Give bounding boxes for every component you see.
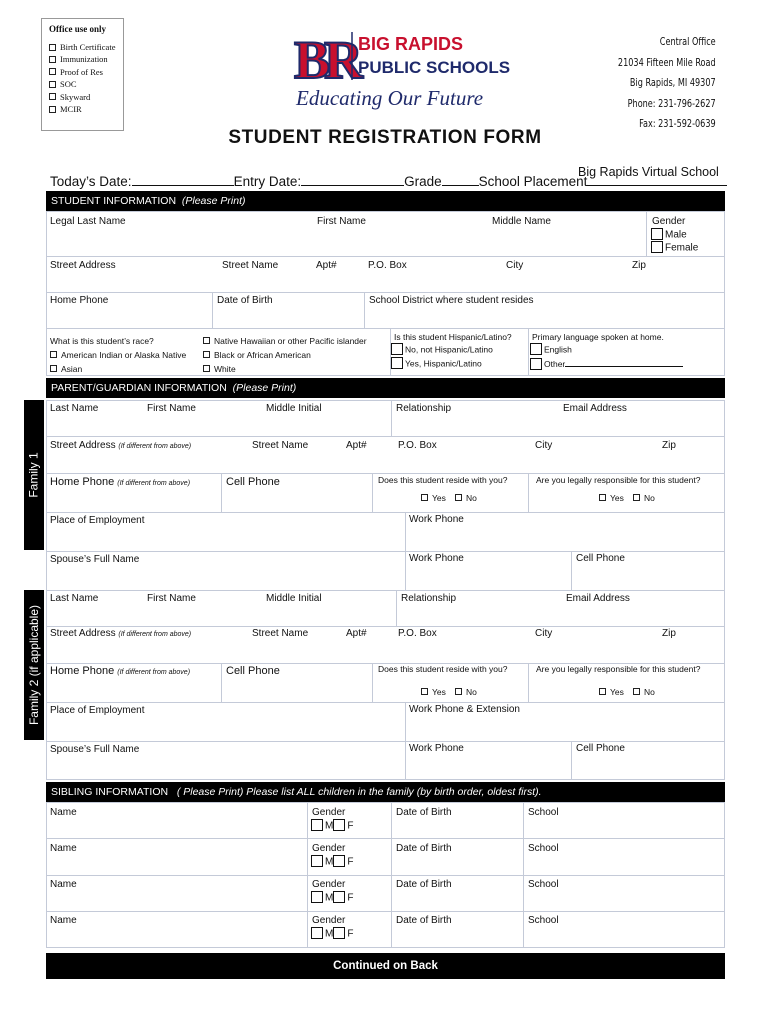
f1-reside-question: Does this student reside with you? xyxy=(378,475,508,485)
f2-last-name-field[interactable]: Last Name xyxy=(50,593,99,604)
checkbox-icon xyxy=(599,494,606,501)
f1-last-name-field[interactable]: Last Name xyxy=(50,403,99,414)
checkbox-icon xyxy=(599,688,606,695)
race-question: What is this student’s race? xyxy=(50,336,154,346)
male-checkbox[interactable]: Male xyxy=(651,229,687,241)
f2-zip-field[interactable]: Zip xyxy=(662,628,676,639)
f1-apt-field[interactable]: Apt# xyxy=(346,440,367,451)
sibling-3-gender-options[interactable]: M F xyxy=(311,892,353,904)
sibling-2-dob[interactable]: Date of Birth xyxy=(396,843,452,854)
f1-legal-yes[interactable]: Yes xyxy=(599,493,624,503)
checkbox-icon xyxy=(651,241,663,253)
entry-date-field[interactable] xyxy=(301,174,404,186)
central-office-line: Phone: 231-796-2627 xyxy=(627,97,716,110)
office-use-title: Office use only xyxy=(49,24,106,34)
school-district-field[interactable]: School District where student resides xyxy=(369,295,534,306)
f2-first-name-field[interactable]: First Name xyxy=(147,593,196,604)
f1-spouse-field[interactable]: Spouse’s Full Name xyxy=(50,554,140,565)
sibling-4-gender-label: Gender xyxy=(312,915,346,926)
f2-home-phone-field[interactable]: Home Phone (If different from above) xyxy=(50,665,191,677)
f2-email-field[interactable]: Email Address xyxy=(566,593,630,604)
hispanic-yes-checkbox[interactable]: Yes, Hispanic/Latino xyxy=(391,358,482,370)
central-office-info xyxy=(618,32,716,135)
sibling-info-header: SIBLING INFORMATION ( Please Print) Please list ALL children in the family (by birth order, oldest first). xyxy=(46,782,725,802)
race-option-american-indian[interactable]: American Indian or Alaska Native xyxy=(50,350,186,360)
grade-field[interactable] xyxy=(442,174,479,186)
race-option-black[interactable]: Black or African American xyxy=(203,350,311,360)
street-address-field[interactable]: Street Address xyxy=(50,260,116,271)
checkbox-icon xyxy=(333,819,345,831)
checkbox-icon xyxy=(203,337,210,344)
school-placement-label: School Placement xyxy=(478,174,588,189)
checkbox-icon xyxy=(530,358,542,370)
checkbox-icon xyxy=(421,688,428,695)
date-of-birth-field[interactable]: Date of Birth xyxy=(217,295,273,306)
school-logo xyxy=(294,20,511,116)
student-info-header: STUDENT INFORMATION (Please Print) xyxy=(46,191,725,211)
f2-spouse-work-phone-field[interactable]: Work Phone xyxy=(409,743,464,754)
language-other-field[interactable] xyxy=(565,358,683,367)
f2-spouse-cell-field[interactable]: Cell Phone xyxy=(576,743,625,754)
language-english-checkbox[interactable]: English xyxy=(530,344,572,356)
language-question: Primary language spoken at home. xyxy=(532,332,664,342)
logo-letters: BR xyxy=(294,30,358,90)
todays-date-field[interactable] xyxy=(132,174,234,186)
grade-label: Grade xyxy=(404,174,442,189)
logo-tagline: Educating Our Future xyxy=(296,86,484,110)
f1-city-field[interactable]: City xyxy=(535,440,553,451)
sibling-4-gender-options[interactable]: M F xyxy=(311,928,353,940)
office-check-birth[interactable]: Birth Certificate xyxy=(49,41,116,53)
office-check-soc[interactable]: SOC xyxy=(49,78,116,90)
central-office-line: Central Office xyxy=(660,36,716,48)
checkbox-icon xyxy=(311,819,323,831)
office-check-immunization[interactable]: Immunization xyxy=(49,53,116,65)
zip-field[interactable]: Zip xyxy=(632,260,646,271)
f2-cell-phone-field[interactable]: Cell Phone xyxy=(226,665,280,677)
f1-spouse-work-phone-field[interactable]: Work Phone xyxy=(409,553,464,564)
f2-reside-yes[interactable]: Yes xyxy=(421,687,446,697)
f1-home-phone-field[interactable]: Home Phone (If different from above) xyxy=(50,476,191,488)
f2-reside-no[interactable]: No xyxy=(455,687,477,697)
checkbox-icon xyxy=(49,44,56,51)
f1-zip-field[interactable]: Zip xyxy=(662,440,676,451)
office-use-box xyxy=(41,18,124,131)
checkbox-icon xyxy=(49,56,56,63)
f2-city-field[interactable]: City xyxy=(535,628,553,639)
hispanic-no-checkbox[interactable]: No, not Hispanic/Latino xyxy=(391,344,493,356)
checkbox-icon xyxy=(311,927,323,939)
first-name-field[interactable]: First Name xyxy=(317,216,366,227)
f1-spouse-cell-field[interactable]: Cell Phone xyxy=(576,553,625,564)
f1-relationship-field[interactable]: Relationship xyxy=(396,403,452,414)
sibling-3-dob[interactable]: Date of Birth xyxy=(396,879,452,890)
school-placement-field[interactable] xyxy=(587,174,727,186)
checkbox-icon xyxy=(333,855,345,867)
po-box-field[interactable]: P.O. Box xyxy=(368,260,407,271)
city-field[interactable]: City xyxy=(506,260,524,271)
f2-street-address-field[interactable]: Street Address (If different from above) xyxy=(50,628,192,639)
checkbox-icon xyxy=(49,93,56,100)
f2-legal-yes[interactable]: Yes xyxy=(599,687,624,697)
checkbox-icon xyxy=(311,855,323,867)
office-check-mcir[interactable]: MCIR xyxy=(49,103,116,115)
f1-legal-no[interactable]: No xyxy=(633,493,655,503)
f1-po-box-field[interactable]: P.O. Box xyxy=(398,440,437,451)
sibling-1-dob[interactable]: Date of Birth xyxy=(396,807,452,818)
race-option-white[interactable]: White xyxy=(203,364,236,374)
sibling-1-gender-options[interactable]: M F xyxy=(311,820,353,832)
f1-email-field[interactable]: Email Address xyxy=(563,403,627,414)
family-1-tab: Family 1 xyxy=(24,400,44,550)
race-option-hawaiian[interactable]: Native Hawaiian or other Pacific islander xyxy=(203,336,367,346)
continued-on-back: Continued on Back xyxy=(46,953,725,979)
sibling-2-gender-options[interactable]: M F xyxy=(311,856,353,868)
checkbox-icon xyxy=(333,927,345,939)
race-option-asian[interactable]: Asian xyxy=(50,364,82,374)
female-checkbox[interactable]: Female xyxy=(651,242,698,254)
checkbox-icon xyxy=(50,351,57,358)
f2-po-box-field[interactable]: P.O. Box xyxy=(398,628,437,639)
f1-middle-initial-field[interactable]: Middle Initial xyxy=(266,403,322,414)
office-check-skyward[interactable]: Skyward xyxy=(49,91,116,103)
sibling-2-gender-label: Gender xyxy=(312,843,346,854)
central-office-line: Fax: 231-592-0639 xyxy=(639,118,716,130)
home-phone-field[interactable]: Home Phone xyxy=(50,295,109,306)
checkbox-icon xyxy=(530,343,542,355)
checkbox-icon xyxy=(49,68,56,75)
f1-street-name-field[interactable]: Street Name xyxy=(252,440,309,451)
gender-label: Gender xyxy=(652,216,686,227)
f2-legal-no[interactable]: No xyxy=(633,687,655,697)
checkbox-icon xyxy=(455,494,462,501)
sibling-1-name[interactable]: Name xyxy=(50,807,77,818)
dates-line xyxy=(50,174,727,189)
sibling-3-gender-label: Gender xyxy=(312,879,346,890)
virtual-school-value[interactable]: Big Rapids Virtual School xyxy=(578,165,719,179)
language-other-checkbox[interactable]: Other xyxy=(530,358,683,371)
checkbox-icon xyxy=(203,365,210,372)
checkbox-icon xyxy=(50,365,57,372)
checkbox-icon xyxy=(49,106,56,113)
legal-last-name-field[interactable]: Legal Last Name xyxy=(50,216,126,227)
f2-middle-initial-field[interactable]: Middle Initial xyxy=(266,593,322,604)
f2-employment-field[interactable]: Place of Employment xyxy=(50,705,145,716)
hispanic-question: Is this student Hispanic/Latino? xyxy=(394,332,512,342)
sibling-4-name[interactable]: Name xyxy=(50,915,77,926)
family-2-tab: Family 2 (if applicable) xyxy=(24,590,44,740)
f2-legal-question: Are you legally responsible for this student? xyxy=(536,664,701,674)
checkbox-icon xyxy=(421,494,428,501)
checkbox-icon xyxy=(391,343,403,355)
sibling-2-school[interactable]: School xyxy=(528,843,559,854)
checkbox-icon xyxy=(455,688,462,695)
f2-apt-field[interactable]: Apt# xyxy=(346,628,367,639)
checkbox-icon xyxy=(633,494,640,501)
sibling-3-name[interactable]: Name xyxy=(50,879,77,890)
f1-reside-no[interactable]: No xyxy=(455,493,477,503)
f2-reside-question: Does this student reside with you? xyxy=(378,664,508,674)
apt-field[interactable]: Apt# xyxy=(316,260,337,271)
logo-name-2: PUBLIC SCHOOLS xyxy=(358,58,511,77)
checkbox-icon xyxy=(311,891,323,903)
f1-legal-question: Are you legally responsible for this student? xyxy=(536,475,701,485)
checkbox-icon xyxy=(633,688,640,695)
sibling-4-dob[interactable]: Date of Birth xyxy=(396,915,452,926)
f1-work-phone-field[interactable]: Work Phone xyxy=(409,514,464,525)
f1-employment-field[interactable]: Place of Employment xyxy=(50,515,145,526)
sibling-3-school[interactable]: School xyxy=(528,879,559,890)
central-office-line: Big Rapids, MI 49307 xyxy=(630,77,716,89)
checkbox-icon xyxy=(49,81,56,88)
checkbox-icon xyxy=(333,891,345,903)
sibling-1-school[interactable]: School xyxy=(528,807,559,818)
sibling-4-school[interactable]: School xyxy=(528,915,559,926)
f1-reside-yes[interactable]: Yes xyxy=(421,493,446,503)
f2-street-name-field[interactable]: Street Name xyxy=(252,628,309,639)
office-check-proof[interactable]: Proof of Res xyxy=(49,66,116,78)
f1-cell-phone-field[interactable]: Cell Phone xyxy=(226,476,280,488)
central-office-line: 21034 Fifteen Mile Road xyxy=(618,56,716,69)
f1-first-name-field[interactable]: First Name xyxy=(147,403,196,414)
f2-relationship-field[interactable]: Relationship xyxy=(401,593,457,604)
f2-work-phone-ext-field[interactable]: Work Phone & Extension xyxy=(409,704,520,715)
sibling-2-name[interactable]: Name xyxy=(50,843,77,854)
parent-info-header: PARENT/GUARDIAN INFORMATION (Please Print) xyxy=(46,378,725,398)
f1-street-address-field[interactable]: Street Address (If different from above) xyxy=(50,440,192,451)
logo-name-1: BIG RAPIDS xyxy=(358,34,464,54)
checkbox-icon xyxy=(651,228,663,240)
entry-date-label: Entry Date: xyxy=(233,174,302,189)
street-name-field[interactable]: Street Name xyxy=(222,260,279,271)
checkbox-icon xyxy=(391,357,403,369)
sibling-1-gender-label: Gender xyxy=(312,807,346,818)
f2-spouse-field[interactable]: Spouse’s Full Name xyxy=(50,744,140,755)
todays-date-label: Today’s Date: xyxy=(50,174,132,189)
checkbox-icon xyxy=(203,351,210,358)
middle-name-field[interactable]: Middle Name xyxy=(492,216,551,227)
page-title: STUDENT REGISTRATION FORM xyxy=(228,127,542,148)
